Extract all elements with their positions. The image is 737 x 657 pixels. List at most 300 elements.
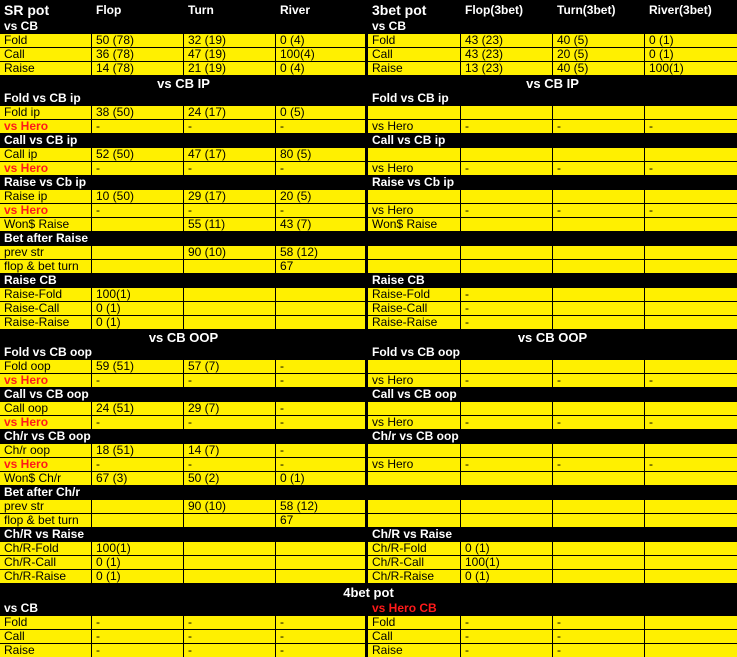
row-label: vs Hero [0, 120, 91, 133]
stat-cell: - [184, 162, 275, 175]
stat-cell: - [92, 458, 183, 471]
stat-cell: 18 (51) [92, 444, 183, 457]
row-label: Raise ip [0, 190, 91, 203]
stat-cell: 50 (2) [184, 472, 275, 485]
table-row [0, 374, 737, 387]
stat-cell: - [184, 204, 275, 217]
stat-cell: - [276, 458, 365, 471]
stat-cell: - [553, 644, 644, 657]
bet3-col-3: River(3bet) [645, 0, 737, 20]
stat-cell [276, 556, 365, 569]
stat-cell [461, 472, 552, 485]
stat-cell: - [276, 360, 365, 373]
stat-cell [553, 260, 644, 273]
row-label [368, 514, 460, 527]
row-label: Raise-Call [368, 302, 460, 315]
table-row [0, 444, 737, 457]
stat-cell: 29 (17) [184, 190, 275, 203]
stat-cell: 57 (7) [184, 360, 275, 373]
table-row [0, 218, 737, 231]
stat-cell: 29 (7) [184, 402, 275, 415]
row-label: vs Hero [368, 204, 460, 217]
sr-col-turn: Turn [184, 0, 275, 20]
row-label: Ch/r oop [0, 444, 91, 457]
table-row [0, 346, 737, 359]
stat-cell: 0 (5) [276, 106, 365, 119]
row-label: Fold [0, 34, 91, 47]
row-label: Raise [368, 62, 460, 75]
row-label: Raise-Raise [368, 316, 460, 329]
stat-cell [184, 288, 275, 301]
stat-cell [645, 514, 737, 527]
row-label: vs Hero [0, 204, 91, 217]
row-label: vs Hero [368, 162, 460, 175]
stat-cell: 0 (1) [92, 316, 183, 329]
table-row [0, 260, 737, 273]
stat-cell: 0 (1) [92, 302, 183, 315]
stat-cell [461, 190, 552, 203]
stat-cell: 14 (78) [92, 62, 183, 75]
stat-cell [645, 472, 737, 485]
stat-cell [553, 106, 644, 119]
table-row [0, 616, 737, 629]
stat-cell: - [276, 444, 365, 457]
stat-cell [645, 402, 737, 415]
stat-cell [92, 500, 183, 513]
stat-cell [553, 444, 644, 457]
row-label: Call oop [0, 402, 91, 415]
group-label-right: Raise CB [368, 274, 737, 287]
table-row [0, 190, 737, 203]
stat-cell: - [553, 416, 644, 429]
stat-cell: 43 (7) [276, 218, 365, 231]
row-label: Fold ip [0, 106, 91, 119]
stat-cell [92, 246, 183, 259]
row-label [368, 260, 460, 273]
stat-cell: - [92, 374, 183, 387]
stat-cell: - [461, 416, 552, 429]
row-label: Call [0, 48, 91, 61]
row-label: Ch/R-Call [368, 556, 460, 569]
group-label-left: Fold vs CB ip [0, 92, 367, 105]
row-label: vs Hero [0, 374, 91, 387]
stat-cell [184, 570, 275, 583]
table-row [0, 514, 737, 527]
row-label: Raise-Fold [368, 288, 460, 301]
stat-cell: - [553, 458, 644, 471]
stat-cell [92, 260, 183, 273]
stat-cell: - [184, 616, 275, 629]
row-label: Fold [368, 34, 460, 47]
stat-cell [553, 190, 644, 203]
stat-cell: - [645, 458, 737, 471]
table-row [0, 232, 737, 245]
stat-cell: 0 (4) [276, 62, 365, 75]
row-label: Call [368, 630, 460, 643]
stat-cell [645, 630, 737, 643]
stat-cell [553, 556, 644, 569]
stat-cell [645, 444, 737, 457]
stat-cell: - [276, 204, 365, 217]
row-label [368, 190, 460, 203]
stat-cell: - [553, 374, 644, 387]
stat-cell [461, 444, 552, 457]
table-row [0, 316, 737, 329]
row-label: Fold oop [0, 360, 91, 373]
stat-cell [645, 360, 737, 373]
row-label: Fold [0, 616, 91, 629]
stat-cell: - [92, 204, 183, 217]
stat-cell: 67 (3) [92, 472, 183, 485]
stat-cell: 100(4) [276, 48, 365, 61]
stat-cell [461, 360, 552, 373]
stat-cell [184, 302, 275, 315]
stat-cell: 43 (23) [461, 48, 552, 61]
stat-cell: - [645, 120, 737, 133]
stat-cell [645, 570, 737, 583]
stat-cell [645, 644, 737, 657]
stat-cell: - [461, 162, 552, 175]
group-label-left: Ch/R vs Raise [0, 528, 367, 541]
table-row [0, 120, 737, 133]
row-label: vs Hero [0, 162, 91, 175]
stat-cell: 67 [276, 260, 365, 273]
stat-cell [276, 316, 365, 329]
stat-cell: - [184, 120, 275, 133]
table-row [0, 62, 737, 75]
stat-cell: - [553, 630, 644, 643]
row-label: Call ip [0, 148, 91, 161]
table-row [0, 148, 737, 161]
group-label-left: Fold vs CB oop [0, 346, 367, 359]
group-label-left: vs CB [0, 20, 367, 33]
section-title-left: vs CB OOP [0, 330, 367, 346]
stat-cell [184, 556, 275, 569]
stat-cell [645, 246, 737, 259]
stat-cell: 58 (12) [276, 500, 365, 513]
stat-cell [461, 218, 552, 231]
stat-cell: 0 (1) [92, 556, 183, 569]
table-row [0, 48, 737, 61]
table-row [0, 76, 737, 92]
stat-cell [276, 542, 365, 555]
table-row [0, 486, 737, 499]
row-label: Raise-Fold [0, 288, 91, 301]
stat-cell [553, 316, 644, 329]
stat-cell: 0 (1) [461, 570, 552, 583]
group-label-left: Raise CB [0, 274, 367, 287]
group-label-right: Call vs CB oop [368, 388, 737, 401]
stat-cell: - [92, 120, 183, 133]
row-label: prev str [0, 500, 91, 513]
stat-cell: - [92, 416, 183, 429]
header-row [0, 0, 737, 20]
stat-cell: - [461, 374, 552, 387]
row-label [368, 402, 460, 415]
stat-cell [553, 500, 644, 513]
stat-cell [461, 246, 552, 259]
stat-cell [553, 246, 644, 259]
stat-cell [553, 148, 644, 161]
table-row [0, 542, 737, 555]
stat-cell: 36 (78) [92, 48, 183, 61]
group-label-right: Raise vs Cb ip [368, 176, 737, 189]
stat-cell: 55 (11) [184, 218, 275, 231]
stat-cell: - [461, 302, 552, 315]
row-label [368, 472, 460, 485]
stat-cell [92, 514, 183, 527]
stat-cell: 100(1) [645, 62, 737, 75]
row-label: Call [368, 48, 460, 61]
stat-cell: 0 (1) [461, 542, 552, 555]
table-row [0, 602, 737, 615]
stat-cell: - [276, 402, 365, 415]
stat-cell: - [645, 374, 737, 387]
row-label: Call [0, 630, 91, 643]
stat-cell [553, 570, 644, 583]
stat-cell [276, 288, 365, 301]
row-label: Ch/R-Fold [368, 542, 460, 555]
stat-cell: 32 (19) [184, 34, 275, 47]
row-label [368, 148, 460, 161]
stat-cell [276, 570, 365, 583]
stat-cell [553, 288, 644, 301]
stat-cell: - [645, 204, 737, 217]
row-label: Won$ Raise [0, 218, 91, 231]
group-label-left: Ch/r vs CB oop [0, 430, 367, 443]
table-row [0, 302, 737, 315]
row-label: vs Hero [0, 416, 91, 429]
row-label: flop & bet turn [0, 260, 91, 273]
table-row [0, 330, 737, 346]
row-label: prev str [0, 246, 91, 259]
stat-cell: 0 (1) [645, 48, 737, 61]
row-label: Fold [368, 616, 460, 629]
stat-cell [645, 556, 737, 569]
row-label: Ch/R-Raise [368, 570, 460, 583]
group-label-right: Fold vs CB oop [368, 346, 737, 359]
stat-cell: - [461, 120, 552, 133]
stat-cell [184, 514, 275, 527]
stat-cell: - [645, 416, 737, 429]
table-row [0, 472, 737, 485]
stat-cell [553, 360, 644, 373]
row-label: vs Hero [368, 120, 460, 133]
stat-cell: - [92, 616, 183, 629]
stat-cell: 100(1) [461, 556, 552, 569]
table-row [0, 630, 737, 643]
row-label: vs Hero [368, 416, 460, 429]
stat-cell [461, 500, 552, 513]
row-label [368, 106, 460, 119]
table-row [0, 106, 737, 119]
stat-cell: - [276, 374, 365, 387]
stat-cell [645, 316, 737, 329]
row-label: Raise [0, 62, 91, 75]
stat-cell: 50 (78) [92, 34, 183, 47]
stat-cell: 10 (50) [92, 190, 183, 203]
table-row [0, 34, 737, 47]
stat-cell: 90 (10) [184, 246, 275, 259]
stat-cell: - [553, 616, 644, 629]
stat-cell [184, 542, 275, 555]
stat-cell: - [92, 644, 183, 657]
stat-cell: - [184, 374, 275, 387]
stat-cell: 47 (19) [184, 48, 275, 61]
row-label: vs Hero [0, 458, 91, 471]
group-label-right: Ch/r vs CB oop [368, 430, 737, 443]
table-row [0, 162, 737, 175]
stat-cell [645, 218, 737, 231]
stat-cell: - [553, 204, 644, 217]
bet3-pot-title: 3bet pot [368, 0, 460, 20]
stat-cell [553, 402, 644, 415]
group-label-left: Raise vs Cb ip [0, 176, 367, 189]
stat-cell: - [645, 162, 737, 175]
row-label: Raise [0, 644, 91, 657]
row-label: Raise [368, 644, 460, 657]
stat-cell [645, 106, 737, 119]
stat-cell: - [276, 616, 365, 629]
stat-cell: - [553, 162, 644, 175]
table-row [0, 134, 737, 147]
stat-cell [645, 542, 737, 555]
stat-cell: 20 (5) [553, 48, 644, 61]
stat-cell [645, 500, 737, 513]
row-label: Won$ Ch/r [0, 472, 91, 485]
section-title-right: vs CB IP [368, 76, 737, 92]
table-row [0, 430, 737, 443]
stat-cell [645, 616, 737, 629]
table-row [0, 644, 737, 657]
stat-cell [461, 514, 552, 527]
stat-cell [553, 302, 644, 315]
stat-cell: 67 [276, 514, 365, 527]
section-title-4bet: 4bet pot [0, 584, 737, 602]
stat-cell: - [461, 644, 552, 657]
table-row [0, 204, 737, 217]
stat-cell: - [461, 288, 552, 301]
stat-cell [553, 542, 644, 555]
group-label-right: vs Hero CB [368, 602, 737, 615]
row-label: Raise-Raise [0, 316, 91, 329]
stat-cell [184, 316, 275, 329]
stat-cell [553, 514, 644, 527]
table-row [0, 570, 737, 583]
stat-cell [645, 302, 737, 315]
stat-cell [276, 302, 365, 315]
table-row [0, 556, 737, 569]
stat-cell: - [92, 162, 183, 175]
group-label-left: Call vs CB oop [0, 388, 367, 401]
stat-cell: 90 (10) [184, 500, 275, 513]
sr-col-river: River [276, 0, 365, 20]
group-label-left: vs CB [0, 602, 367, 615]
stat-cell [553, 472, 644, 485]
table-row [0, 246, 737, 259]
row-label: Ch/R-Call [0, 556, 91, 569]
stat-cell: - [276, 630, 365, 643]
stat-cell [553, 218, 644, 231]
table-row [0, 458, 737, 471]
stat-cell: 100(1) [92, 542, 183, 555]
table-row [0, 416, 737, 429]
stat-cell [184, 260, 275, 273]
stat-cell [645, 190, 737, 203]
stat-cell [461, 148, 552, 161]
bet3-col-2: Turn(3bet) [553, 0, 644, 20]
stat-cell: 38 (50) [92, 106, 183, 119]
stat-cell: 0 (1) [92, 570, 183, 583]
stat-cell: 40 (5) [553, 34, 644, 47]
sr-pot-title: SR pot [0, 0, 91, 20]
table-row [0, 92, 737, 105]
group-label-right: Call vs CB ip [368, 134, 737, 147]
section-title-right: vs CB OOP [368, 330, 737, 346]
bet3-col-1: Flop(3bet) [461, 0, 552, 20]
row-label: Ch/R-Fold [0, 542, 91, 555]
row-label: flop & bet turn [0, 514, 91, 527]
stat-cell: 0 (1) [645, 34, 737, 47]
group-label-left: Bet after Raise [0, 232, 367, 245]
row-label [368, 360, 460, 373]
stat-cell [645, 260, 737, 273]
section-title-left: vs CB IP [0, 76, 367, 92]
stat-cell: 13 (23) [461, 62, 552, 75]
stat-cell: - [184, 630, 275, 643]
stat-cell: 21 (19) [184, 62, 275, 75]
stat-cell: - [184, 416, 275, 429]
stat-cell: - [276, 120, 365, 133]
stat-cell: 52 (50) [92, 148, 183, 161]
table-row [0, 20, 737, 33]
stat-cell: 14 (7) [184, 444, 275, 457]
row-label [368, 444, 460, 457]
sr-col-flop: Flop [92, 0, 183, 20]
row-label [368, 500, 460, 513]
group-label-left: Bet after Ch/r [0, 486, 367, 499]
stat-cell: 0 (1) [276, 472, 365, 485]
group-label-right: vs CB [368, 20, 737, 33]
group-label-right: Ch/R vs Raise [368, 528, 737, 541]
table-row [0, 360, 737, 373]
table-row [0, 584, 737, 602]
stat-cell: 24 (51) [92, 402, 183, 415]
stat-cell: - [461, 204, 552, 217]
stat-cell: 47 (17) [184, 148, 275, 161]
stat-cell: - [276, 416, 365, 429]
stat-cell: 58 (12) [276, 246, 365, 259]
table-row [0, 528, 737, 541]
row-label: vs Hero [368, 374, 460, 387]
group-label-right [368, 486, 737, 499]
stat-cell: - [461, 630, 552, 643]
table-row [0, 288, 737, 301]
row-label: Ch/R-Raise [0, 570, 91, 583]
stat-cell: - [461, 316, 552, 329]
stat-cell: 80 (5) [276, 148, 365, 161]
stat-cell: 59 (51) [92, 360, 183, 373]
stat-cell [461, 106, 552, 119]
table-row [0, 176, 737, 189]
row-label: Won$ Raise [368, 218, 460, 231]
group-label-left: Call vs CB ip [0, 134, 367, 147]
table-row [0, 402, 737, 415]
stat-cell: 100(1) [92, 288, 183, 301]
row-label: Raise-Call [0, 302, 91, 315]
stat-cell: 43 (23) [461, 34, 552, 47]
table-row [0, 388, 737, 401]
